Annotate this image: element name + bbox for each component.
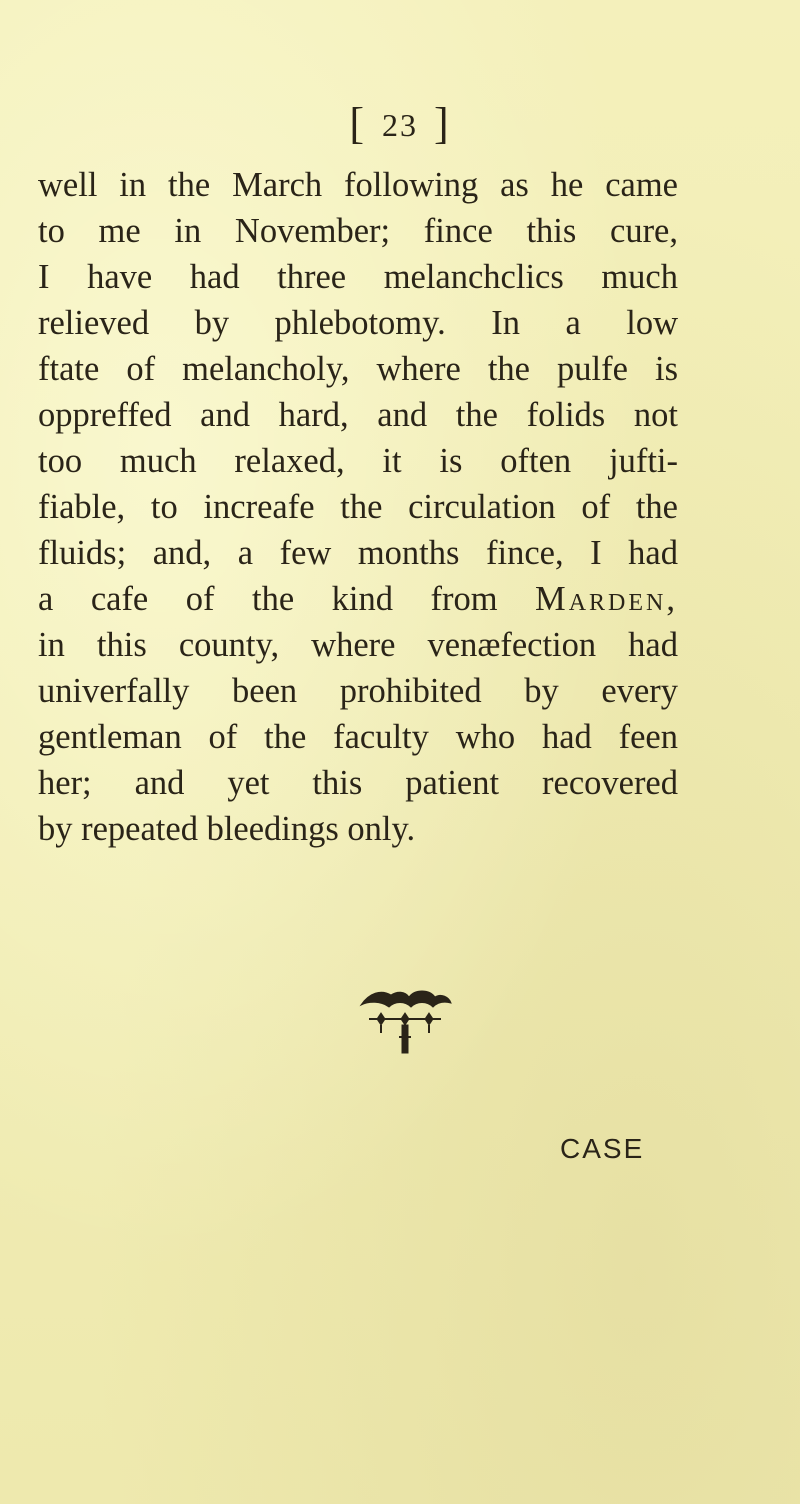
text-line: relieved by phlebotomy. In a low [38, 304, 678, 342]
text-line: fluids; and, a few months fince, I had [38, 534, 678, 572]
text-line: ftate of melancholy, where the pulfe is [38, 350, 678, 388]
text-line: her; and yet this patient recovered [38, 764, 678, 802]
text-line: fiable, to increafe the circulation of the [38, 488, 678, 526]
text-line: univerfally been prohibited by every [38, 672, 678, 710]
header-bracket-open: [ [349, 99, 366, 148]
text-line: gentleman of the faculty who had feen [38, 718, 678, 756]
body-text [38, 162, 678, 852]
printers-ornament-icon [355, 985, 455, 1057]
text-line: I have had three melanchclics much [38, 258, 678, 296]
text-line: too much relaxed, it is often jufti- [38, 442, 678, 480]
text-line: oppreffed and hard, and the folids not [38, 396, 678, 434]
text-line-with-place [38, 576, 678, 622]
text-line: in this county, where venæfection had [38, 626, 678, 664]
place-name: Marden, [535, 580, 678, 618]
page-number: 23 [382, 107, 418, 143]
page-header [0, 98, 800, 149]
catchword: CASE [560, 1133, 645, 1164]
text-line-start: a cafe of the kind from [38, 580, 536, 618]
text-line: by repeated bleedings only. [38, 810, 416, 848]
text-line: well in the March following as he came [38, 166, 678, 204]
text-line: to me in November; fince this cure, [38, 212, 678, 250]
header-bracket-close: ] [434, 99, 451, 148]
